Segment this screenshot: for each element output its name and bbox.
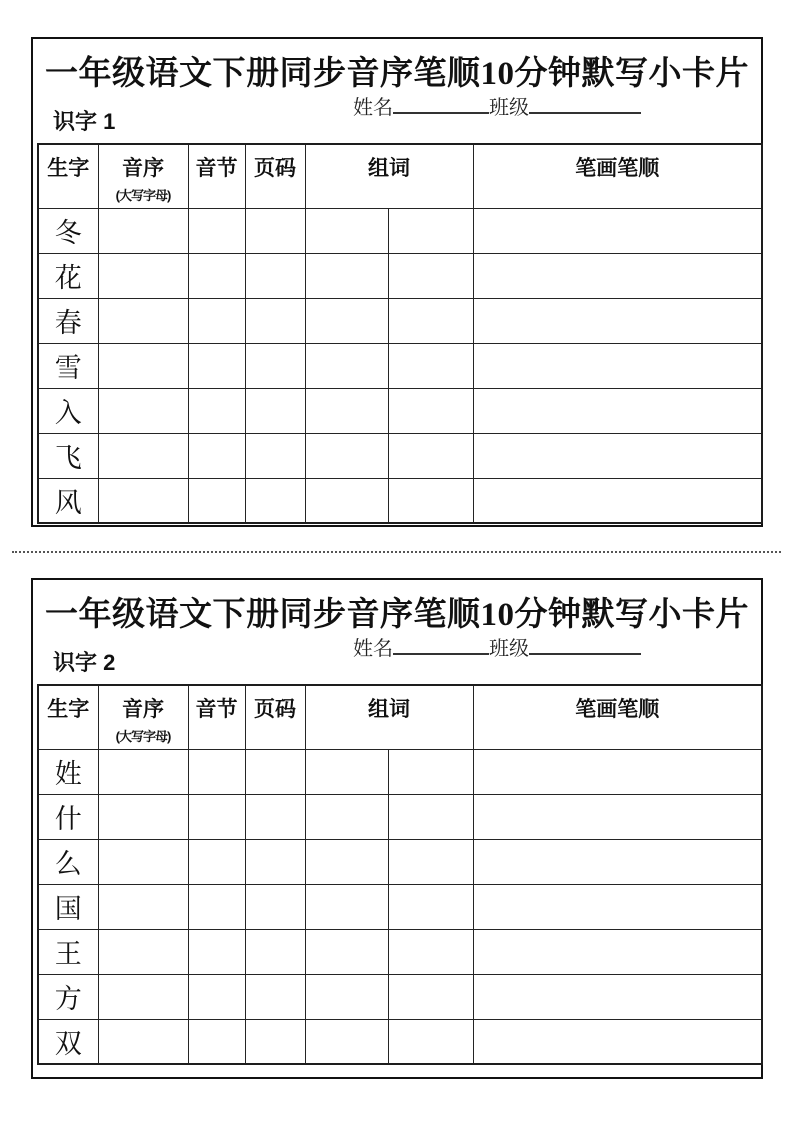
header-row <box>38 685 762 749</box>
flashcard-shizi-1 <box>31 37 763 527</box>
header-yema: 页码 <box>245 685 305 749</box>
name-blank <box>393 634 489 655</box>
card-title: 一年级语文下册同步音序笔顺10分钟默写小卡片 <box>45 56 749 92</box>
table-row <box>38 794 762 839</box>
blank-cell <box>245 884 305 929</box>
header-yinxu-label: 音序 <box>122 157 164 180</box>
blank-cell <box>473 478 762 523</box>
blank-cell <box>188 208 245 253</box>
blank-cell <box>188 1019 245 1064</box>
char-cell: 么 <box>38 839 98 884</box>
blank-cell <box>245 929 305 974</box>
blank-cell <box>473 343 762 388</box>
header-yinxu-note: (大写字母) <box>115 729 171 744</box>
blank-cell <box>245 298 305 343</box>
blank-cell <box>388 343 473 388</box>
char-cell: 什 <box>38 794 98 839</box>
blank-cell <box>388 929 473 974</box>
blank-cell <box>188 433 245 478</box>
blank-cell <box>305 298 388 343</box>
name-class-line <box>353 632 641 661</box>
blank-cell <box>388 884 473 929</box>
char-cell: 王 <box>38 929 98 974</box>
blank-cell <box>305 388 388 433</box>
blank-cell <box>188 749 245 794</box>
blank-cell <box>305 343 388 388</box>
blank-cell <box>188 478 245 523</box>
section-label: 识字 1 <box>53 109 116 134</box>
blank-cell <box>245 388 305 433</box>
header-row <box>38 144 762 208</box>
char-cell: 冬 <box>38 208 98 253</box>
table-row <box>38 343 762 388</box>
blank-cell <box>188 794 245 839</box>
blank-cell <box>305 749 388 794</box>
char-cell: 入 <box>38 388 98 433</box>
table-row <box>38 839 762 884</box>
header-bihua: 笔画笔顺 <box>473 685 762 749</box>
table-row <box>38 298 762 343</box>
blank-cell <box>98 433 188 478</box>
blank-cell <box>188 343 245 388</box>
blank-cell <box>305 794 388 839</box>
char-cell: 国 <box>38 884 98 929</box>
table-row <box>38 388 762 433</box>
header-yinxu-label: 音序 <box>122 698 164 721</box>
blank-cell <box>98 929 188 974</box>
blank-cell <box>188 929 245 974</box>
blank-cell <box>245 478 305 523</box>
header-zuci: 组词 <box>305 144 473 208</box>
name-label: 姓名 <box>353 97 393 119</box>
blank-cell <box>98 794 188 839</box>
header-char: 生字 <box>38 685 98 749</box>
header-zuci: 组词 <box>305 685 473 749</box>
blank-cell <box>473 749 762 794</box>
table-row <box>38 929 762 974</box>
blank-cell <box>98 253 188 298</box>
blank-cell <box>98 749 188 794</box>
blank-cell <box>473 298 762 343</box>
table-row <box>38 433 762 478</box>
blank-cell <box>188 839 245 884</box>
class-label: 班级 <box>489 638 529 660</box>
blank-cell <box>98 478 188 523</box>
blank-cell <box>388 298 473 343</box>
table-row <box>38 208 762 253</box>
char-cell: 双 <box>38 1019 98 1064</box>
section-label: 识字 2 <box>53 650 116 675</box>
blank-cell <box>473 839 762 884</box>
flashcard-shizi-2 <box>31 578 763 1079</box>
table-row <box>38 1019 762 1064</box>
blank-cell <box>388 253 473 298</box>
blank-cell <box>388 478 473 523</box>
blank-cell <box>305 839 388 884</box>
vocab-table <box>37 684 763 1065</box>
name-class-line <box>353 91 641 120</box>
char-cell: 春 <box>38 298 98 343</box>
char-cell: 飞 <box>38 433 98 478</box>
blank-cell <box>305 433 388 478</box>
char-cell: 风 <box>38 478 98 523</box>
blank-cell <box>98 1019 188 1064</box>
blank-cell <box>245 749 305 794</box>
blank-cell <box>245 974 305 1019</box>
blank-cell <box>473 794 762 839</box>
char-cell: 雪 <box>38 343 98 388</box>
card-title: 一年级语文下册同步音序笔顺10分钟默写小卡片 <box>45 597 749 633</box>
cut-line <box>12 551 781 553</box>
blank-cell <box>388 839 473 884</box>
blank-cell <box>473 388 762 433</box>
header-yema: 页码 <box>245 144 305 208</box>
blank-cell <box>305 974 388 1019</box>
blank-cell <box>388 208 473 253</box>
blank-cell <box>473 929 762 974</box>
blank-cell <box>188 884 245 929</box>
name-label: 姓名 <box>353 638 393 660</box>
blank-cell <box>388 1019 473 1064</box>
blank-cell <box>473 433 762 478</box>
blank-cell <box>188 253 245 298</box>
blank-cell <box>473 253 762 298</box>
table-row <box>38 749 762 794</box>
blank-cell <box>98 884 188 929</box>
blank-cell <box>305 884 388 929</box>
blank-cell <box>245 794 305 839</box>
blank-cell <box>98 839 188 884</box>
blank-cell <box>245 839 305 884</box>
blank-cell <box>473 1019 762 1064</box>
header-yinxu <box>98 685 188 749</box>
header-yinxu-note: (大写字母) <box>115 188 171 203</box>
blank-cell <box>98 974 188 1019</box>
class-label: 班级 <box>489 97 529 119</box>
blank-cell <box>305 929 388 974</box>
blank-cell <box>473 208 762 253</box>
blank-cell <box>98 208 188 253</box>
vocab-table <box>37 143 763 524</box>
blank-cell <box>388 794 473 839</box>
class-blank <box>529 93 641 114</box>
blank-cell <box>188 298 245 343</box>
blank-cell <box>245 208 305 253</box>
blank-cell <box>305 208 388 253</box>
header-yinjie: 音节 <box>188 144 245 208</box>
blank-cell <box>98 343 188 388</box>
header-yinxu <box>98 144 188 208</box>
blank-cell <box>388 433 473 478</box>
blank-cell <box>388 388 473 433</box>
blank-cell <box>188 388 245 433</box>
blank-cell <box>388 749 473 794</box>
blank-cell <box>245 253 305 298</box>
blank-cell <box>245 343 305 388</box>
blank-cell <box>388 974 473 1019</box>
blank-cell <box>98 298 188 343</box>
char-cell: 姓 <box>38 749 98 794</box>
char-cell: 花 <box>38 253 98 298</box>
header-char: 生字 <box>38 144 98 208</box>
header-yinjie: 音节 <box>188 685 245 749</box>
table-row <box>38 884 762 929</box>
char-cell: 方 <box>38 974 98 1019</box>
table-row <box>38 478 762 523</box>
table-row <box>38 253 762 298</box>
blank-cell <box>188 974 245 1019</box>
blank-cell <box>473 884 762 929</box>
blank-cell <box>305 1019 388 1064</box>
blank-cell <box>245 1019 305 1064</box>
table-row <box>38 974 762 1019</box>
blank-cell <box>98 388 188 433</box>
blank-cell <box>245 433 305 478</box>
header-bihua: 笔画笔顺 <box>473 144 762 208</box>
blank-cell <box>473 974 762 1019</box>
class-blank <box>529 634 641 655</box>
blank-cell <box>305 253 388 298</box>
blank-cell <box>305 478 388 523</box>
name-blank <box>393 93 489 114</box>
